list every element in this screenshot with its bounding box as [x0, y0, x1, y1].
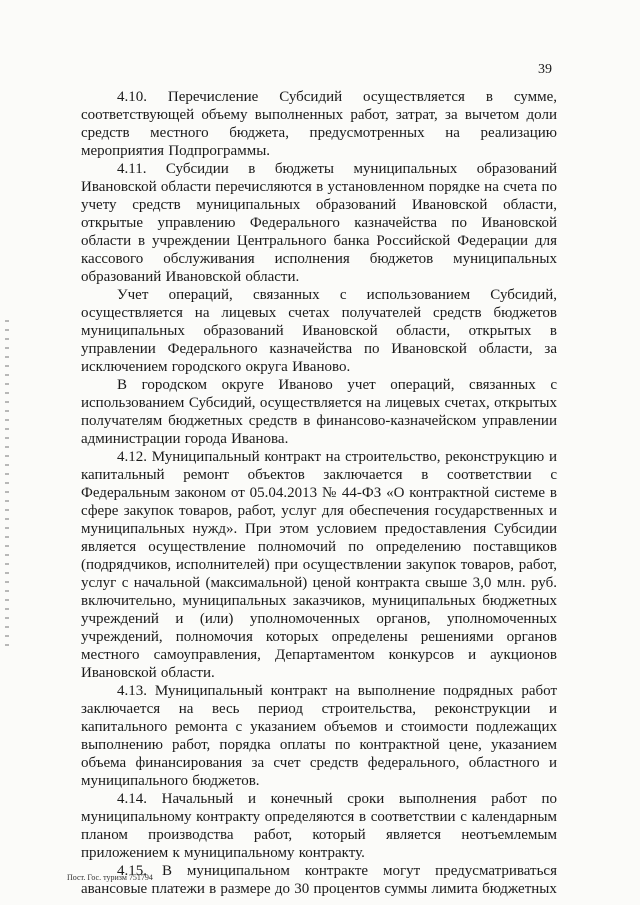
paragraph-4-12: 4.12. Муниципальный контракт на строительство, реконструкцию и капитальный ремонт объектов заключается в соответствии с Федеральным законом от 05.04.2013 № 44-ФЗ «О контрактной системе в сфере закупок товаров, работ, услуг для обеспечения государственных и муниципальных нужд». При этом условием предоставления Субсидии является осуществление полномочий по определению поставщиков (подрядчиков, исполнителей) при осуществлении закупок товаров, работ, услуг с начальной (максимальной) ценой контракта свыше 3,0 млн. руб. включительно, муниципальных заказчиков, муниципальных бюджетных учреждений и (или) уполномоченных органов, уполномоченных учреждений, полномочия которых определены решениями органов местного самоуправления, Департаментом конкурсов и аукционов Ивановской области. — [81, 449, 557, 681]
paragraph-4-14: 4.14. Начальный и конечный сроки выполнения работ по муниципальному контракту определяются в соответствии с календарным планом производства работ, который является неотъемлемым приложением к муниципальному контракту. — [81, 791, 557, 861]
paragraph-accounting: Учет операций, связанных с использованием Субсидий, осуществляется на лицевых счетах получателей средств бюджетов муниципальных образований Ивановской области, открытых в управлении Федерального казначейства по Ивановской области, за исключением городского округа Иваново. — [81, 287, 557, 375]
paragraph-ivanovo: В городском округе Иваново учет операций, связанных с использованием Субсидий, осуществляется на лицевых счетах, открытых получателям бюджетных средств в финансово-казначейском управлении администрации города Иванова. — [81, 377, 557, 447]
paragraph-4-11: 4.11. Субсидии в бюджеты муниципальных образований Ивановской области перечисляются в установленном порядке на счета по учету средств муниципальных образований Ивановской области, открытые управлению Федерального казначейства по Ивановской области в учреждении Центрального банка Российской Федерации для кассового обслуживания исполнения бюджетов муниципальных образований Ивановской области. — [81, 161, 557, 285]
document-body — [81, 88, 557, 898]
page-footer: Пост. Гос. туризм 751794 — [67, 873, 153, 882]
paragraph-4-10: 4.10. Перечисление Субсидий осуществляется в сумме, соответствующей объему выполненных работ, затрат, за вычетом доли средств местного бюджета, предусмотренных на реализацию мероприятия Подпрограммы. — [81, 89, 557, 159]
paragraph-4-13: 4.13. Муниципальный контракт на выполнение подрядных работ заключается на весь период строительства, реконструкции и капитального ремонта с указанием объемов и стоимости подлежащих выполнению работ, порядка оплаты по контрактной цене, указанием объема финансирования за счет средств федерального, областного и муниципального бюджетов. — [81, 683, 557, 789]
page-number: 39 — [538, 62, 552, 77]
scan-margin-marks — [5, 320, 9, 650]
paragraph-4-15: 4.15. В муниципальном контракте могут предусматриваться авансовые платежи в размере до 30 процентов суммы лимита бюджетных — [81, 863, 557, 897]
